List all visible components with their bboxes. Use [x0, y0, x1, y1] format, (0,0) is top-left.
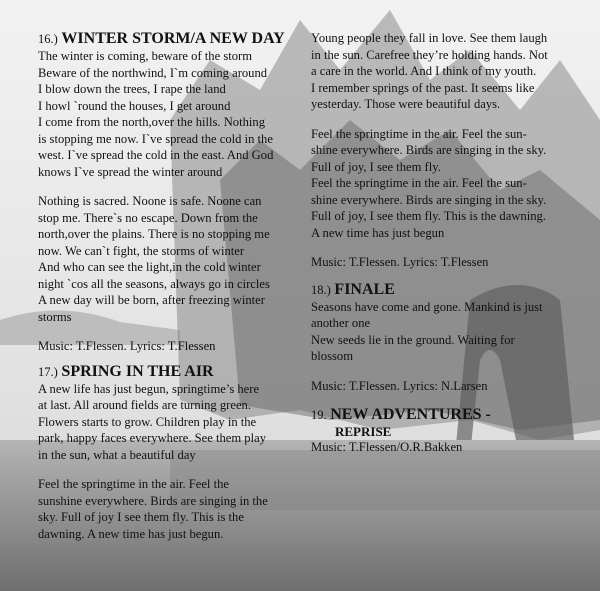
track-17-credit: Music: T.Flessen. Lyrics: T.Flessen: [311, 255, 489, 269]
lyric-line: in the sun, what a beautiful day: [38, 447, 196, 462]
lyric-line: is stopping me now. I`ve spread the cold in the: [38, 131, 273, 146]
lyric-line: The winter is coming, beware of the storm: [38, 49, 253, 63]
lyric-line: dawning. A new time has just begun.: [38, 526, 224, 541]
track-16-number: 16.): [38, 32, 58, 46]
track-18-number: 18.): [311, 282, 331, 297]
track-17-verse-4: [311, 126, 573, 242]
track-18-credit: Music: T.Flessen. Lyrics: N.Larsen: [311, 378, 488, 393]
lyric-line: shine everywhere. Birds are singing in the sky.: [311, 192, 547, 207]
lyric-line: Full of joy, I see them fly.: [311, 159, 441, 174]
lyric-line: blossom: [311, 349, 353, 363]
lyric-line: stop me. There`s no escape. Down from the: [38, 210, 258, 225]
lyric-line: another one: [311, 316, 371, 330]
track-19-number: 19.: [311, 408, 327, 422]
lyric-line: Full of joy, I see them fly. This is the dawning.: [311, 209, 546, 223]
track-19-title: NEW ADVENTURES -: [330, 406, 491, 423]
track-19-subtitle: REPRISE: [335, 424, 392, 439]
track-17-verse-3: [311, 30, 573, 113]
lyric-line: north,over the plains. There is no stopping me: [38, 227, 270, 241]
track-16-verse-2: [38, 193, 298, 325]
track-16-heading: [38, 30, 298, 48]
lyric-line: Seasons have come and gone. Mankind is just: [311, 299, 543, 314]
lyric-line: yesterday. Those were beautiful days.: [311, 97, 501, 111]
lyric-line: knows I`ve spread the winter around: [38, 164, 223, 179]
lyric-line: And who can see the light,in the cold winter: [38, 260, 261, 274]
lyric-line: west. I`ve spread the cold in the east. And God: [38, 148, 274, 162]
lyric-line: Feel the springtime in the air. Feel the sun-: [311, 176, 527, 190]
lyric-line: a care in the world. And I think of my youth.: [311, 64, 537, 78]
track-16-credit: Music: T.Flessen. Lyrics: T.Flessen: [38, 339, 216, 353]
lyric-line: night `cos all the seasons, always go in circles: [38, 276, 270, 291]
track-17-number: 17.): [38, 364, 58, 379]
lyric-line: Young people they fall in love. See them laugh: [311, 31, 548, 45]
track-18-verse-1: [311, 299, 573, 365]
track-17-heading: [38, 363, 298, 381]
lyric-line: A new time has just begun: [311, 225, 445, 240]
lyric-line: park, happy faces everywhere. See them play: [38, 431, 266, 445]
lyric-line: sky. Full of joy I see them fly. This is the: [38, 510, 244, 524]
lyric-line: in the sun. Carefree they’re holding hands. Not: [311, 47, 548, 62]
track-16-verse-1: [38, 48, 298, 180]
lyric-line: Nothing is sacred. Noone is safe. Noone can: [38, 194, 262, 208]
lyric-line: New seeds lie in the ground. Waiting for: [311, 332, 515, 347]
track-16-title: WINTER STORM/A NEW DAY: [61, 30, 285, 47]
lyric-line: A new life has just begun, springtime’s here: [38, 381, 260, 396]
lyric-line: at last. All around fields are turning green.: [38, 398, 251, 412]
lyric-line: shine everywhere. Birds are singing in the sky.: [311, 143, 547, 157]
track-18-heading: [311, 281, 573, 299]
lyric-line: I remember springs of the past. It seems like: [311, 80, 535, 95]
track-17-verse-2: [38, 476, 298, 542]
lyric-line: I blow down the trees, I rape the land: [38, 82, 226, 96]
lyric-line: Feel the springtime in the air. Feel the: [38, 477, 229, 491]
lyric-line: Feel the springtime in the air. Feel the sun-: [311, 126, 527, 141]
track-19-credit: Music: T.Flessen/O.R.Bakken: [311, 440, 463, 454]
track-17-title: SPRING IN THE AIR: [61, 362, 214, 380]
lyric-line: now. We can`t fight, the storms of winter: [38, 243, 245, 258]
lyric-line: Flowers starts to grow. Children play in the: [38, 414, 257, 429]
track-17-verse-1: [38, 381, 298, 464]
lyric-line: I come from the north,over the hills. Nothing: [38, 115, 265, 129]
lyric-line: sunshine everywhere. Birds are singing in the: [38, 493, 268, 508]
left-column: [38, 30, 298, 542]
track-19-heading: [311, 406, 573, 424]
lyric-line: Beware of the northwind, I`m coming around: [38, 65, 268, 80]
lyric-line: A new day will be born, after freezing winter: [38, 293, 265, 307]
track-18-title: FINALE: [334, 280, 395, 298]
right-column: [311, 30, 573, 456]
lyric-line: I howl `round the houses, I get around: [38, 98, 231, 113]
lyric-line: storms: [38, 309, 72, 324]
